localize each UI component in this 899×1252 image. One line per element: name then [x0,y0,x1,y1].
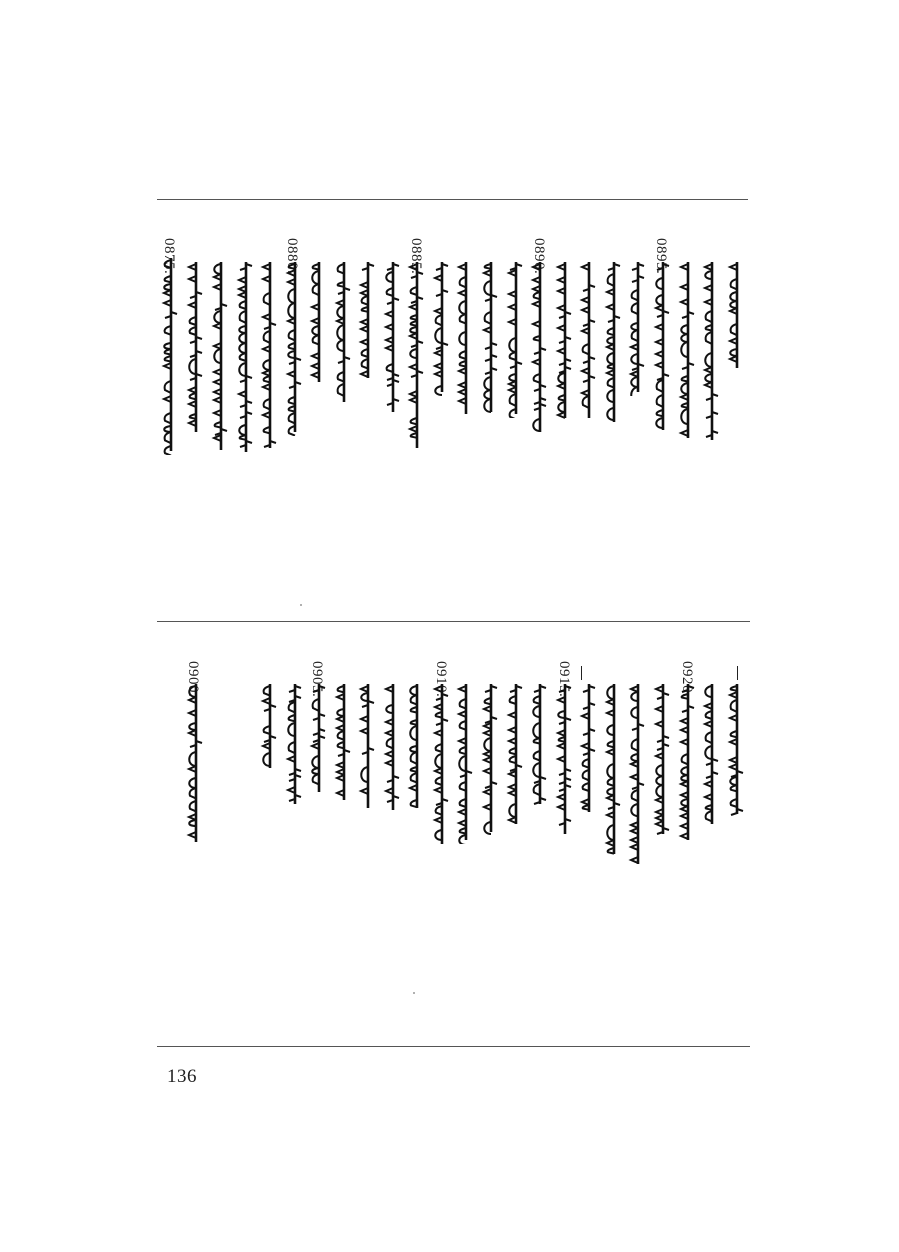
mongolian-text-line [210,262,232,454]
em-dash [581,666,582,680]
mongolian-text-line [333,262,355,406]
mongolian-text-line [677,684,699,844]
mongolian-text-line [554,684,576,838]
mongolian-text-line [554,262,576,422]
mongolian-text-line [308,684,330,796]
mongolian-text-line [455,262,477,418]
mongolian-text-line [701,684,723,828]
mongolian-text-line [529,262,551,436]
mongolian-text-line [578,684,600,816]
mongolian-text-line [357,684,379,812]
mongolian-text-line [603,684,625,858]
mongolian-text-line [677,262,699,442]
page-number: 136 [167,1066,197,1087]
scan-speck [300,604,302,606]
mongolian-text-line [431,262,453,396]
mongolian-text-line [603,262,625,426]
bottom-rule [157,1046,750,1047]
mongolian-text-line [160,258,182,455]
em-dash [737,666,738,680]
mongolian-text-line [505,684,527,828]
mongolian-text-line [455,684,477,844]
mongolian-text-line [382,684,404,814]
line-number: 0910. [433,661,449,698]
line-number: 0880. [284,238,300,275]
mongolian-text-line [308,262,330,386]
mongolian-text-line [284,684,306,808]
line-number: 0875. [161,238,177,275]
mongolian-text-line [333,684,355,804]
mongolian-text-line [185,684,207,846]
mongolian-text-line [480,262,502,416]
scan-speck [413,992,415,994]
mongolian-text-line [431,684,453,848]
mongolian-text-line [185,262,207,436]
line-number: 0895. [653,238,669,275]
mongolian-text-line [480,684,502,836]
mongolian-text-line [259,684,281,772]
line-number: 0915. [556,661,572,698]
mongolian-text-line [578,262,600,422]
mongolian-text-line [726,262,748,372]
line-number: 0900. [185,661,201,698]
mongolian-text-line [406,684,428,812]
mongolian-text-line [382,262,404,416]
line-number: 0920. [679,661,695,698]
mongolian-text-line [627,262,649,396]
mongolian-text-line [627,684,649,868]
top-rule [157,199,748,200]
line-number: 0890. [531,238,547,275]
middle-rule [157,621,750,622]
mongolian-text-line [284,262,306,436]
mongolian-text-line [652,262,674,434]
mongolian-text-line [652,684,674,838]
mongolian-text-line [505,262,527,418]
mongolian-text-line [235,262,257,456]
mongolian-text-line [701,262,723,444]
mongolian-text-line [726,684,748,818]
mongolian-text-line [259,262,281,452]
mongolian-text-line [406,262,428,452]
mongolian-text-line [529,684,551,808]
mongolian-text-line [357,262,379,382]
line-number: 0905. [309,661,325,698]
line-number: 0885. [408,238,424,275]
